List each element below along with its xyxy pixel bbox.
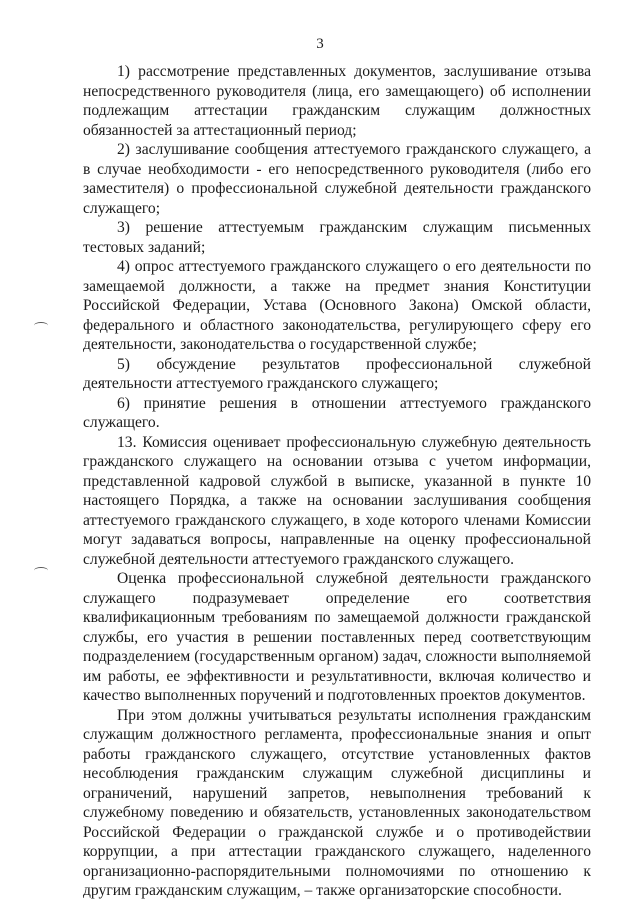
paragraph-item-2: 2) заслушивание сообщения аттестуемого гражданского служащего, а в случае необходимости - его непосредственного руководителя (либо его заместителя) о профессиональной служебной деятельности гражданского служащего; bbox=[83, 141, 591, 217]
paragraph-clause-13: 13. Комиссия оценивает профессиональную служебную деятельность гражданского служащего на основании отзыва с учетом информации, представленной кадровой службой в выписке, указанной в пункте 10 настоящего Порядка, а также на основании заслушивания сообщения аттестуемого гражданского служащего, в ходе которого членами Комиссии могут задаваться вопросы, направленные на оценку профессиональной служебной деятельности аттестуемого гражданского служащего. bbox=[83, 433, 591, 568]
paragraph-item-5: 5) обсуждение результатов профессиональной служебной деятельности аттестуемого гражданского служащего; bbox=[83, 355, 591, 392]
margin-hole-mark bbox=[34, 322, 48, 329]
paragraph-item-4: 4) опрос аттестуемого гражданского служащего о его деятельности по замещаемой должности, а также на предмет знания Конституции Российской Федерации, Устава (Основного Закона) Омской области, федерального и областного законодательства, регулирующего сферу его деятельности, законодательства о государственной службе; bbox=[83, 258, 591, 353]
paragraph-item-1: 1) рассмотрение представленных документов, заслушивание отзыва непосредственного руководителя (лица, его замещающего) об исполнении подлежащим аттестации гражданским служащим должностных обязанностей за аттестационный период; bbox=[83, 63, 591, 139]
paragraph-considerations: При этом должны учитываться результаты исполнения гражданским служащим должностного регламента, профессиональные знания и опыт работы гражданского служащего, отсутствие установленных фактов несоблюдения гражданским служащим служебной дисциплины и ограничений, нарушений запретов, невыполнения требований к служебному поведению и обязательств, установленных законодательством Российской Федерации о гражданской службе и о противодействии коррупции, а при аттестации гражданского служащего, наделенного организационно-распорядительными полномочиями по отношению к другим гражданским служащим, – также организаторские способности. bbox=[83, 706, 591, 899]
document-body bbox=[83, 62, 591, 901]
paragraph-item-3: 3) решение аттестуемым гражданским служащим письменных тестовых заданий; bbox=[83, 219, 591, 256]
page-number: 3 bbox=[316, 36, 324, 52]
paragraph-assessment: Оценка профессиональной служебной деятельности гражданского служащего подразумевает определение его соответствия квалификационным требованиям по замещаемой должности гражданской службы, его участия в решении поставленных перед соответствующим подразделением (государственным органом) задач, сложности выполняемой им работы, ее эффективности и результативности, включая количество и качество выполненных поручений и подготовленных проектов документов. bbox=[83, 570, 591, 704]
paragraph-item-6: 6) принятие решения в отношении аттестуемого гражданского служащего. bbox=[83, 394, 591, 431]
margin-hole-mark bbox=[34, 567, 48, 574]
